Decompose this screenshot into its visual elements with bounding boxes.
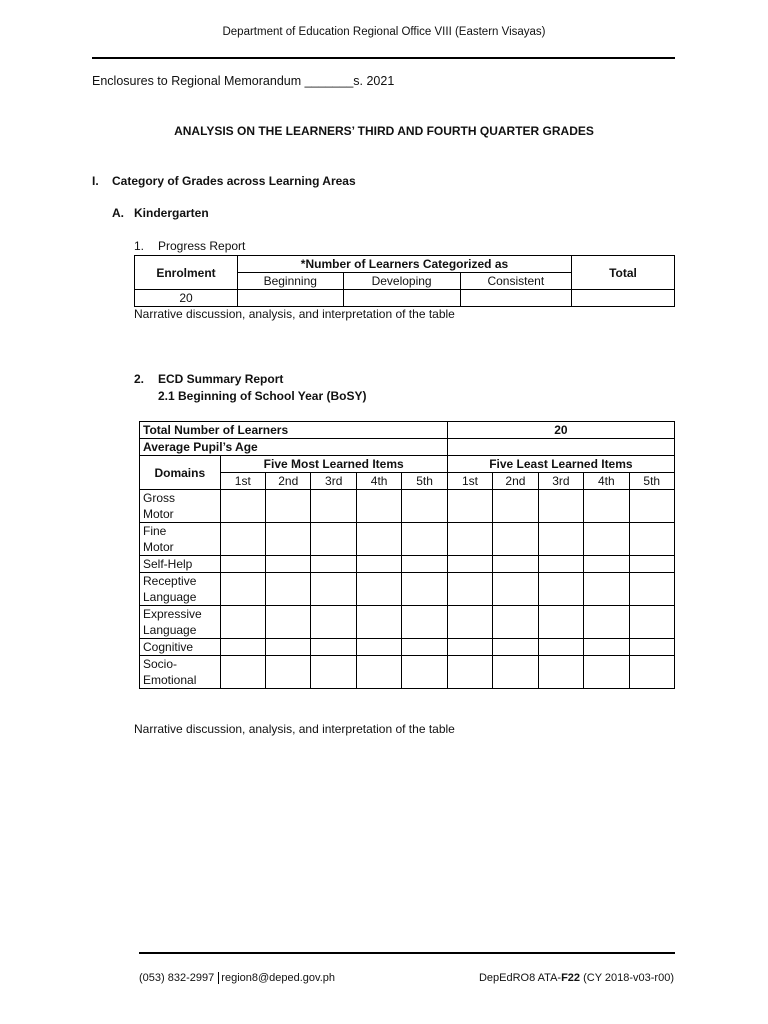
least-learned-cell[interactable] xyxy=(538,523,583,556)
most-learned-cell[interactable] xyxy=(265,490,311,523)
most-learned-cell[interactable] xyxy=(356,606,401,639)
most-learned-cell[interactable] xyxy=(311,606,356,639)
progress-report-table xyxy=(134,255,675,307)
item-1-heading xyxy=(134,239,245,253)
item-2-label: ECD Summary Report xyxy=(158,372,284,386)
least-learned-cell[interactable] xyxy=(538,656,583,689)
least-learned-cell[interactable] xyxy=(629,573,674,606)
most-learned-cell[interactable] xyxy=(402,606,447,639)
most-learned-cell[interactable] xyxy=(220,606,265,639)
domain-row xyxy=(140,573,675,606)
domain-label xyxy=(140,573,221,606)
least-learned-cell[interactable] xyxy=(493,656,539,689)
least-learned-cell[interactable] xyxy=(493,556,539,573)
category-header: Consistent xyxy=(460,273,571,290)
least-learned-cell[interactable] xyxy=(629,606,674,639)
most-learned-cell[interactable] xyxy=(311,490,356,523)
most-learned-cell[interactable] xyxy=(265,639,311,656)
most-learned-cell[interactable] xyxy=(402,523,447,556)
most-learned-cell[interactable] xyxy=(265,606,311,639)
header-rule xyxy=(92,57,675,59)
domain-label-line: Self-Help xyxy=(143,557,193,571)
domain-label xyxy=(140,639,221,656)
category-header: Beginning xyxy=(238,273,344,290)
least-learned-cell[interactable] xyxy=(584,656,629,689)
enrolment-header: Enrolment xyxy=(135,256,238,290)
footer-rule xyxy=(139,952,675,954)
categorized-header: *Number of Learners Categorized as xyxy=(238,256,572,273)
domains-header: Domains xyxy=(140,456,221,490)
domain-label xyxy=(140,656,221,689)
rank-header: 4th xyxy=(584,473,629,490)
domain-label-line: Language xyxy=(143,623,197,637)
most-learned-cell[interactable] xyxy=(311,556,356,573)
least-learned-header: Five Least Learned Items xyxy=(447,456,674,473)
domain-label-line: Fine xyxy=(143,524,167,538)
most-learned-cell[interactable] xyxy=(402,573,447,606)
section-a-number: A. xyxy=(112,206,124,220)
least-learned-cell[interactable] xyxy=(538,639,583,656)
domain-label xyxy=(140,490,221,523)
beginning-cell[interactable] xyxy=(238,290,344,307)
domain-row xyxy=(140,523,675,556)
domain-label xyxy=(140,606,221,639)
least-learned-cell[interactable] xyxy=(538,490,583,523)
section-1-heading xyxy=(92,174,356,188)
most-learned-header: Five Most Learned Items xyxy=(220,456,447,473)
item-2-number: 2. xyxy=(134,372,145,386)
rank-header: 2nd xyxy=(493,473,539,490)
least-learned-cell[interactable] xyxy=(584,490,629,523)
most-learned-cell[interactable] xyxy=(220,556,265,573)
most-learned-cell[interactable] xyxy=(402,639,447,656)
footer-separator xyxy=(218,972,219,984)
office-header: Department of Education Regional Office VIII (Eastern Visayas) xyxy=(222,26,546,38)
least-learned-cell[interactable] xyxy=(493,523,539,556)
form-suffix: (CY 2018-v03-r00) xyxy=(580,972,674,984)
consistent-cell[interactable] xyxy=(460,290,571,307)
domain-label-line: Expressive xyxy=(143,607,202,621)
footer-phone: (053) 832-2997 xyxy=(139,972,215,984)
domain-row xyxy=(140,639,675,656)
least-learned-cell[interactable] xyxy=(447,656,492,689)
least-learned-cell[interactable] xyxy=(493,573,539,606)
item-1-label: Progress Report xyxy=(158,239,246,253)
least-learned-cell[interactable] xyxy=(584,639,629,656)
least-learned-cell[interactable] xyxy=(584,556,629,573)
most-learned-cell[interactable] xyxy=(265,573,311,606)
developing-cell[interactable] xyxy=(343,290,460,307)
rank-header: 3rd xyxy=(538,473,583,490)
average-age-value[interactable] xyxy=(447,439,674,456)
least-learned-cell[interactable] xyxy=(447,606,492,639)
footer-contact xyxy=(139,972,335,984)
narrative-prompt-2: Narrative discussion, analysis, and interpretation of the table xyxy=(134,722,455,736)
total-header: Total xyxy=(572,256,675,290)
domain-label-line: Receptive xyxy=(143,574,197,588)
domain-row xyxy=(140,490,675,523)
most-learned-cell[interactable] xyxy=(311,639,356,656)
section-1-number: I. xyxy=(92,174,99,188)
least-learned-cell[interactable] xyxy=(629,523,674,556)
total-learners-label: Total Number of Learners xyxy=(140,422,448,439)
total-learners-value: 20 xyxy=(447,422,674,439)
least-learned-cell[interactable] xyxy=(584,573,629,606)
domain-label-line: Gross xyxy=(143,491,176,505)
domain-label-line: Socio- xyxy=(143,657,178,671)
rank-header: 1st xyxy=(220,473,265,490)
domain-label-line: Motor xyxy=(143,507,174,521)
least-learned-cell[interactable] xyxy=(629,656,674,689)
least-learned-cell[interactable] xyxy=(629,639,674,656)
ecd-summary-table xyxy=(139,421,675,689)
most-learned-cell[interactable] xyxy=(356,573,401,606)
domain-label xyxy=(140,523,221,556)
rank-header: 5th xyxy=(629,473,674,490)
domain-row xyxy=(140,556,675,573)
section-1-label: Category of Grades across Learning Areas xyxy=(112,174,356,188)
least-learned-cell[interactable] xyxy=(447,573,492,606)
domain-label xyxy=(140,556,221,573)
domain-label-line: Motor xyxy=(143,540,174,554)
narrative-prompt-1: Narrative discussion, analysis, and interpretation of the table xyxy=(134,307,455,321)
domain-row xyxy=(140,656,675,689)
most-learned-cell[interactable] xyxy=(402,490,447,523)
most-learned-cell[interactable] xyxy=(356,490,401,523)
subsection-2-1-heading: 2.1 Beginning of School Year (BoSY) xyxy=(158,389,367,403)
least-learned-cell[interactable] xyxy=(493,639,539,656)
most-learned-cell[interactable] xyxy=(311,523,356,556)
least-learned-cell[interactable] xyxy=(538,556,583,573)
most-learned-cell[interactable] xyxy=(402,656,447,689)
most-learned-cell[interactable] xyxy=(220,573,265,606)
least-learned-cell[interactable] xyxy=(493,490,539,523)
least-learned-cell[interactable] xyxy=(493,606,539,639)
most-learned-cell[interactable] xyxy=(356,656,401,689)
item-2-heading xyxy=(134,372,283,386)
most-learned-cell[interactable] xyxy=(356,556,401,573)
enclosure-line: Enclosures to Regional Memorandum _______s. 2021 xyxy=(92,74,395,88)
section-a-heading xyxy=(112,206,209,220)
footer-form-code xyxy=(479,972,674,984)
most-learned-cell[interactable] xyxy=(220,490,265,523)
least-learned-cell[interactable] xyxy=(629,490,674,523)
domain-label-line: Emotional xyxy=(143,673,197,687)
domain-label-line: Language xyxy=(143,590,197,604)
rank-header: 3rd xyxy=(311,473,356,490)
category-header: Developing xyxy=(343,273,460,290)
most-learned-cell[interactable] xyxy=(220,639,265,656)
least-learned-cell[interactable] xyxy=(538,606,583,639)
rank-header-row xyxy=(140,473,675,490)
least-learned-cell[interactable] xyxy=(447,556,492,573)
most-learned-cell[interactable] xyxy=(265,656,311,689)
least-learned-cell[interactable] xyxy=(538,573,583,606)
most-learned-cell[interactable] xyxy=(220,656,265,689)
least-learned-cell[interactable] xyxy=(584,523,629,556)
most-learned-cell[interactable] xyxy=(356,523,401,556)
domain-row xyxy=(140,606,675,639)
enrolment-value: 20 xyxy=(135,290,238,307)
most-learned-cell[interactable] xyxy=(402,556,447,573)
domain-label-line: Cognitive xyxy=(143,640,194,654)
rank-header: 5th xyxy=(402,473,447,490)
most-learned-cell[interactable] xyxy=(356,639,401,656)
most-learned-cell[interactable] xyxy=(220,523,265,556)
rank-header: 2nd xyxy=(265,473,311,490)
rank-header: 1st xyxy=(447,473,492,490)
least-learned-cell[interactable] xyxy=(584,606,629,639)
least-learned-cell[interactable] xyxy=(447,639,492,656)
average-age-label: Average Pupil’s Age xyxy=(140,439,448,456)
most-learned-cell[interactable] xyxy=(311,573,356,606)
least-learned-cell[interactable] xyxy=(629,556,674,573)
form-code: F22 xyxy=(561,972,581,984)
item-1-number: 1. xyxy=(134,239,145,253)
rank-header: 4th xyxy=(356,473,401,490)
footer-email: region8@deped.gov.ph xyxy=(221,972,336,984)
most-learned-cell[interactable] xyxy=(311,656,356,689)
least-learned-cell[interactable] xyxy=(447,523,492,556)
most-learned-cell[interactable] xyxy=(265,523,311,556)
form-prefix: DepEdRO8 ATA- xyxy=(478,972,562,984)
total-cell[interactable] xyxy=(572,290,675,307)
document-title: ANALYSIS ON THE LEARNERS’ THIRD AND FOURTH QUARTER GRADES xyxy=(174,124,594,138)
least-learned-cell[interactable] xyxy=(447,490,492,523)
most-learned-cell[interactable] xyxy=(265,556,311,573)
section-a-label: Kindergarten xyxy=(134,206,209,220)
